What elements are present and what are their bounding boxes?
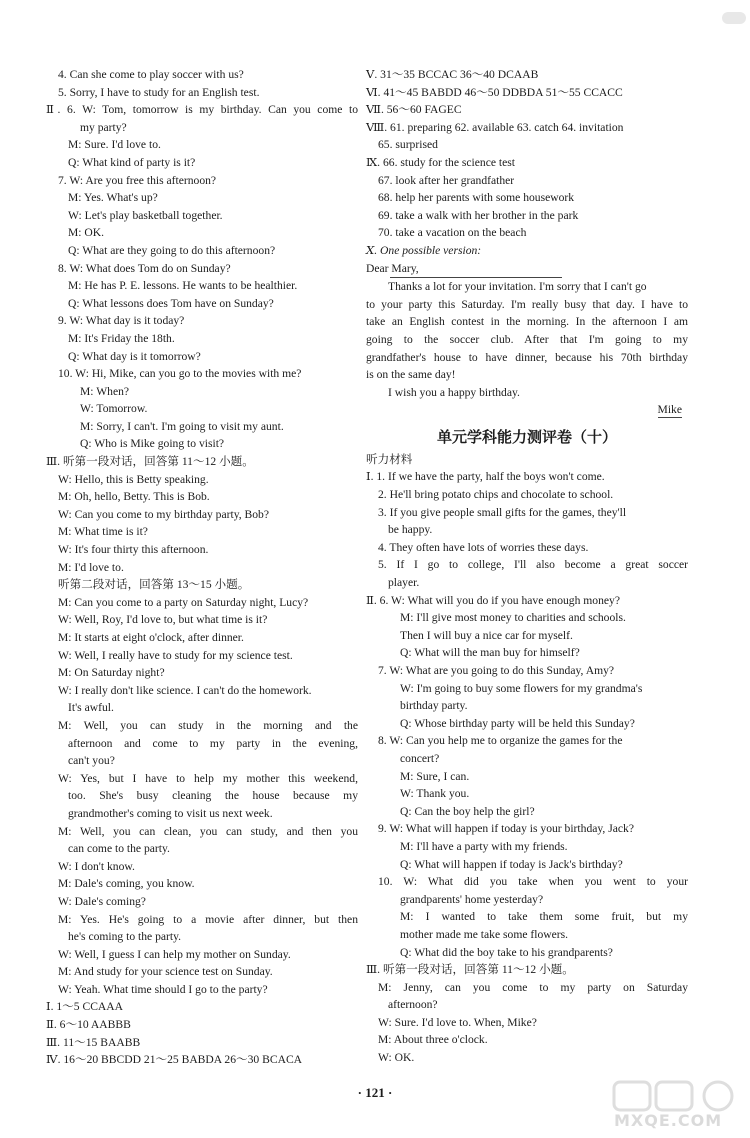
text-line: W: Well, I really have to study for my science test. xyxy=(58,648,293,662)
text-line: 7. W: What are you going to do this Sunday, Amy? xyxy=(378,664,615,677)
letter-line: take an English contest in the morning. In the afternoon I am xyxy=(366,315,688,329)
text-line: W: Hello, this is Betty speaking. xyxy=(58,472,209,486)
text-line: too. She's busy cleaning the house because my xyxy=(68,789,358,803)
text-line: M: What time is it? xyxy=(58,525,148,539)
text-line: 7. W: Are you free this afternoon? xyxy=(58,173,217,187)
text-line: 5. If I go to college, I'll also become a great soccer xyxy=(378,558,688,572)
answer-line: Ⅲ. 11～15 BAABB xyxy=(46,1035,141,1049)
text-line: my party? xyxy=(80,120,127,134)
section-heading: 听第二段对话，回答第 13～15 小题。 xyxy=(58,578,250,592)
left-column xyxy=(46,66,358,1069)
letter-line: is on the same day! xyxy=(366,368,456,382)
text-line: 8. W: Can you help me to organize the games for the xyxy=(378,734,623,748)
answer-line: Ⅷ. 61. preparing 62. available 63. catch 64. invitation xyxy=(366,120,624,134)
text-line: afternoon and come to my party in the evening, xyxy=(68,736,358,750)
text-line: M: It starts at eight o'clock, after dinner. xyxy=(58,631,244,644)
letter-line: grandfather's house to have dinner, because his 70th birthday xyxy=(366,350,688,364)
text-line: M: About three o'clock. xyxy=(378,1033,488,1047)
text-line: M: Sorry, I can't. I'm going to visit my aunt. xyxy=(80,419,284,433)
text-line: 10. W: What did you take when you went to your xyxy=(378,875,688,889)
text-line: M: Well, you can clean, you can study, and then you xyxy=(58,824,358,838)
text-line: player. xyxy=(388,576,420,590)
text-line: be happy. xyxy=(388,523,433,537)
answer-line: 68. help her parents with some housework xyxy=(378,191,575,205)
text-line: 8. W: What does Tom do on Sunday? xyxy=(58,261,231,275)
text-line: Q: Who is Mike going to visit? xyxy=(80,437,225,451)
version-label: Ⅹ. One possible version: xyxy=(366,243,482,257)
text-line: 3. If you give people small gifts for the games, they'll xyxy=(378,505,627,519)
text-line: 4. They often have lots of worries these days. xyxy=(378,540,589,554)
text-line: Q: What lessons does Tom have on Sunday? xyxy=(68,296,274,310)
text-line: he's coming to the party. xyxy=(68,930,182,944)
text-line: W: I really don't like science. I can't do the homework. xyxy=(58,683,312,697)
text-line: can come to the party. xyxy=(68,842,170,856)
text-line: M: I'll give most money to charities and schools. xyxy=(400,611,626,625)
section-heading: Ⅲ. 听第一段对话，回答第 11～12 小题。 xyxy=(46,455,254,469)
text-line: M: Oh, hello, Betty. This is Bob. xyxy=(58,490,210,504)
letter-line: to your party this Saturday. I'm really busy that day. I have to xyxy=(366,297,688,311)
text-line: birthday party. xyxy=(400,699,468,713)
text-line: W: Tomorrow. xyxy=(80,402,148,416)
answer-line: Ⅴ. 31～35 BCCAC 36～40 DCAAB xyxy=(366,68,539,81)
text-line: 9. W: What day is it today? xyxy=(58,314,185,328)
text-line: Then I will buy a nice car for myself. xyxy=(400,628,573,642)
text-line: M: And study for your science test on Sunday. xyxy=(58,965,273,979)
text-line: concert? xyxy=(400,751,440,765)
scan-mark xyxy=(722,12,746,24)
text-line: M: Jenny, can you come to my party on Saturday xyxy=(378,980,688,994)
text-line: W: I don't know. xyxy=(58,859,135,873)
answer-line: 67. look after her grandfather xyxy=(378,173,515,187)
text-line: W: Thank you. xyxy=(400,787,470,801)
text-line: Q: What will happen if today is Jack's birthday? xyxy=(400,857,623,871)
text-line: M: Dale's coming, you know. xyxy=(58,877,195,891)
text-line: Ⅱ. 6. W: Tom, tomorrow is my birthday. Can you come to xyxy=(46,103,358,117)
answer-line: Ⅰ. 1～5 CCAAA xyxy=(46,1000,124,1014)
text-line: W: Yeah. What time should I go to the party? xyxy=(58,982,268,996)
signature-text: Mike xyxy=(657,403,682,417)
text-line: W: OK. xyxy=(378,1051,415,1065)
text-line: Ⅰ. 1. If we have the party, half the boys won't come. xyxy=(366,470,605,484)
section-title: 单元学科能力测评卷（十） xyxy=(436,427,617,446)
text-line: W: Yes, but I have to help my mother this weekend, xyxy=(58,771,358,785)
letter-greeting: Dear Mary, xyxy=(366,261,419,275)
text-line: Q: What are they going to do this afternoon? xyxy=(68,243,276,257)
text-line: M: Can you come to a party on Saturday night, Lucy? xyxy=(58,595,309,609)
text-line: W: Well, Roy, I'd love to, but what time is it? xyxy=(58,613,268,627)
text-line: Q: What day is it tomorrow? xyxy=(68,349,201,363)
text-line: M: When? xyxy=(80,384,130,398)
text-line: grandmother's coming to visit us next week. xyxy=(68,806,273,820)
letter-line: Thanks a lot for your invitation. I'm sorry that I can't go xyxy=(388,280,647,294)
text-line: W: Well, I guess I can help my mother on Sunday. xyxy=(58,947,291,961)
text-line: grandparents' home yesterday? xyxy=(400,892,544,906)
answer-line: 65. surprised xyxy=(378,138,438,152)
text-line: Q: Can the boy help the girl? xyxy=(400,804,535,818)
text-line: 5. Sorry, I have to study for an English test. xyxy=(58,85,260,99)
text-line: M: I'll have a party with my friends. xyxy=(400,839,568,853)
text-line: 9. W: What will happen if today is your birthday, Jack? xyxy=(378,822,634,836)
text-line: can't you? xyxy=(68,754,115,768)
text-line: W: Let's play basketball together. xyxy=(68,208,223,222)
answer-line: 70. take a vacation on the beach xyxy=(378,226,527,240)
watermark-logo xyxy=(610,1080,750,1133)
text-line: 2. He'll bring potato chips and chocolate to school. xyxy=(378,488,614,502)
text-line: W: Can you come to my birthday party, Bob? xyxy=(58,507,270,521)
answer-line: Ⅶ. 56～60 FAGEC xyxy=(366,103,462,117)
text-line: M: OK. xyxy=(68,226,105,240)
text-line: M: It's Friday the 18th. xyxy=(68,331,175,345)
answer-line: Ⅸ. 66. study for the science test xyxy=(366,155,515,169)
text-line: Ⅱ. 6. W: What will you do if you have enough money? xyxy=(366,593,620,607)
listening-label: 听力材料 xyxy=(366,452,413,466)
answer-line: 69. take a walk with her brother in the park xyxy=(378,208,579,222)
text-line: W: I'm going to buy some flowers for my grandma's xyxy=(400,681,643,695)
right-column xyxy=(366,66,688,1067)
text-line: M: Well, you can study in the morning and the xyxy=(58,718,358,732)
text-line: M: I'd love to. xyxy=(58,560,124,574)
text-line: M: Yes. What's up? xyxy=(68,191,158,205)
text-line: M: Yes. He's going to a movie after dinner, but then xyxy=(58,912,358,926)
text-line: M: Sure. I'd love to. xyxy=(68,138,161,152)
text-line: W: Sure. I'd love to. When, Mike? xyxy=(378,1015,537,1029)
text-line: Q: Whose birthday party will be held this Sunday? xyxy=(400,716,635,730)
text-line: Q: What did the boy take to his grandparents? xyxy=(400,945,613,959)
text-line: afternoon? xyxy=(388,998,438,1012)
text-line: M: Sure, I can. xyxy=(400,769,470,783)
text-line: Q: What kind of party is it? xyxy=(68,155,196,169)
text-line: mother made me take some flowers. xyxy=(400,927,569,941)
answer-line: Ⅵ. 41～45 BABDD 46～50 DDBDA 51～55 CCACC xyxy=(366,85,623,99)
answer-line: Ⅱ. 6～10 AABBB xyxy=(46,1018,131,1032)
letter-line: going to the soccer club. After that I'm going to my xyxy=(366,332,688,346)
letter-line: I wish you a happy birthday. xyxy=(388,385,520,399)
text-line: 4. Can she come to play soccer with us? xyxy=(58,68,244,81)
text-line: M: I wanted to take them some fruit, but my xyxy=(400,910,688,924)
section-heading: Ⅲ. 听第一段对话，回答第 11～12 小题。 xyxy=(366,963,574,977)
text-line: W: Dale's coming? xyxy=(58,894,146,908)
letter-signature xyxy=(366,401,688,419)
page-number: · 121 · xyxy=(357,1085,393,1100)
answer-line: Ⅳ. 16～20 BBCDD 21～25 BABDA 26～30 BCACA xyxy=(46,1053,303,1067)
watermark-text: MXQE.COM xyxy=(614,1111,723,1130)
text-line: M: On Saturday night? xyxy=(58,666,165,680)
text-line: It's awful. xyxy=(68,701,114,715)
text-line: M: He has P. E. lessons. He wants to be healthier. xyxy=(68,279,298,293)
text-line: W: It's four thirty this afternoon. xyxy=(58,543,209,557)
text-line: 10. W: Hi, Mike, can you go to the movies with me? xyxy=(58,367,302,381)
text-line: Q: What will the man buy for himself? xyxy=(400,646,580,660)
